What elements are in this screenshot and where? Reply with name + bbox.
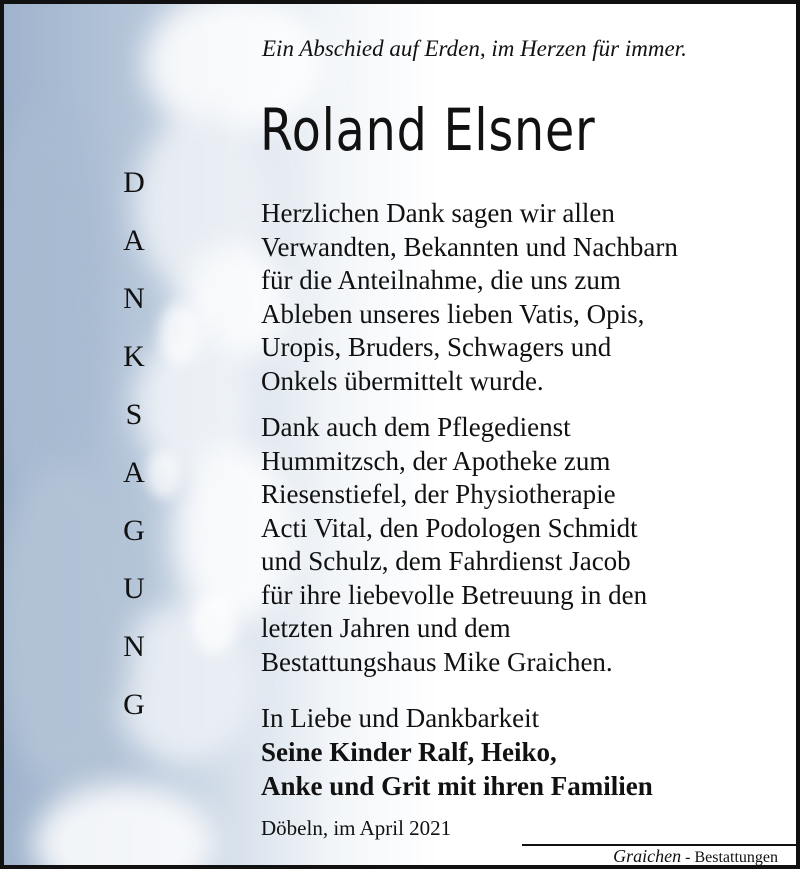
vertical-letter: G (123, 514, 145, 547)
vertical-letter: K (123, 340, 145, 373)
vertical-letter: U (123, 572, 145, 605)
closing-block (261, 701, 653, 803)
vertical-letter: A (123, 224, 145, 257)
deceased-name: Roland Elsner (260, 96, 596, 164)
funeral-home-logo: Graichen (613, 846, 682, 866)
funeral-home-suffix: - Bestattungen (681, 849, 778, 866)
signatories-line: Seine Kinder Ralf, Heiko, (261, 737, 557, 767)
vertical-letter: D (123, 166, 145, 199)
vertical-title-danksagung (112, 154, 156, 734)
thanks-paragraph: Herzlichen Dank sagen wir allen Verwandten, Bekannten und Nachbarn für die Anteilnahme, die uns zum Ableben unseres lieben Vatis, Opis, Uropis, Bruders, Schwagers und Onkels übermittelt wurde. (261, 198, 678, 396)
closing-line: In Liebe und Dankbarkeit (261, 703, 540, 733)
motto: Ein Abschied auf Erden, im Herzen für immer. (262, 36, 687, 61)
vertical-letter: N (123, 630, 145, 663)
place-date: Döbeln, im April 2021 (261, 816, 452, 840)
vertical-letter: G (123, 688, 145, 721)
funeral-home-footer (601, 846, 778, 867)
vertical-letter: S (125, 398, 143, 431)
thanks-paragraph-care: Dank auch dem Pflegedienst Hummitzsch, der Apotheke zum Riesenstiefel, der Physiotherapie Acti Vital, den Podologen Schmidt und Schulz, dem Fahrdienst Jacob für ihre liebevolle Betreuung in den letzten Jahren und dem Bestattungshaus Mike Graichen. (261, 412, 648, 677)
vertical-letter: N (123, 282, 145, 315)
vertical-letter: A (123, 456, 145, 489)
signatories-line: Anke und Grit mit ihren Familien (261, 771, 653, 801)
